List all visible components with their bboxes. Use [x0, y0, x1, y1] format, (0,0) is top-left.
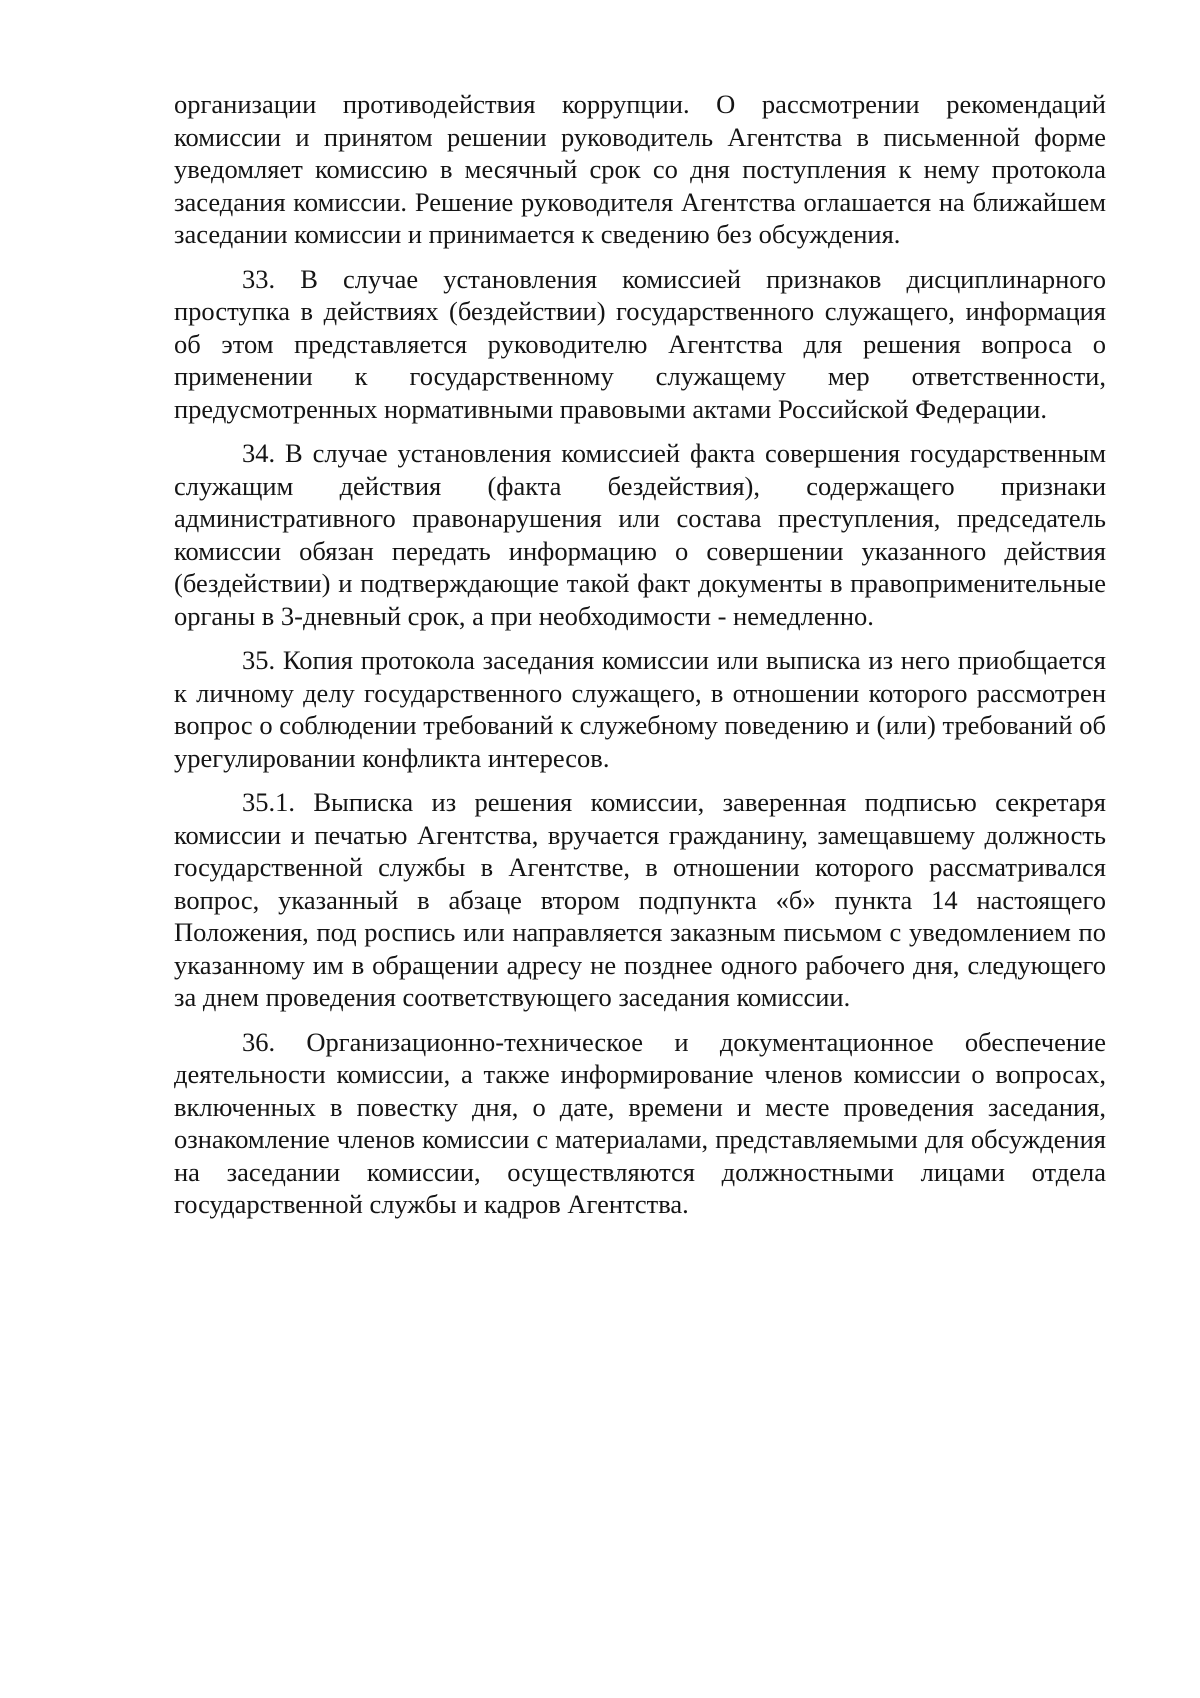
- paragraph-item-35-1: 35.1. Выписка из решения комиссии, заверенная подписью секретаря комиссии и печатью Агентства, вручается гражданину, замещавшему должность государственной службы в Агентстве, в отношении которого рассматривался вопрос, указанный в абзаце втором подпункта «б» пункта 14 настоящего Положения, под роспись или направляется заказным письмом с уведомлением по указанному им в обращении адресу не позднее одного рабочего дня, следующего за днем проведения соответствующего заседания комиссии.: [174, 787, 1106, 1012]
- document-page: [174, 88, 1106, 1221]
- paragraph-continuation: организации противодействия коррупции. О рассмотрении рекомендаций комиссии и принятом решении руководитель Агентства в письменной форме уведомляет комиссию в месячный срок со дня поступления к нему протокола заседания комиссии. Решение руководителя Агентства оглашается на ближайшем заседании комиссии и принимается к сведению без обсуждения.: [174, 89, 1106, 249]
- paragraph-item-34: 34. В случае установления комиссией факта совершения государственным служащим действия (факта бездействия), содержащего признаки административного правонарушения или состава преступления, председатель комиссии обязан передать информацию о совершении указанного действия (бездействии) и подтверждающие такой факт документы в правоприменительные органы в 3-дневный срок, а при необходимости - немедленно.: [174, 438, 1106, 631]
- paragraph-item-33: 33. В случае установления комиссией признаков дисциплинарного проступка в действиях (бездействии) государственного служащего, информация об этом представляется руководителю Агентства для решения вопроса о применении к государственному служащему мер ответственности, предусмотренных нормативными правовыми актами Российской Федерации.: [174, 263, 1106, 424]
- paragraph-item-35: 35. Копия протокола заседания комиссии или выписка из него приобщается к личному делу государственного служащего, в отношении которого рассмотрен вопрос о соблюдении требований к служебному поведению и (или) требований об урегулировании конфликта интересов.: [174, 645, 1106, 773]
- paragraph-item-36: 36. Организационно-техническое и документационное обеспечение деятельности комиссии, а также информирование членов комиссии о вопросах, включенных в повестку дня, о дате, времени и месте проведения заседания, ознакомление членов комиссии с материалами, представляемыми для обсуждения на заседании комиссии, осуществляются должностными лицами отдела государственной службы и кадров Агентства.: [174, 1026, 1106, 1219]
